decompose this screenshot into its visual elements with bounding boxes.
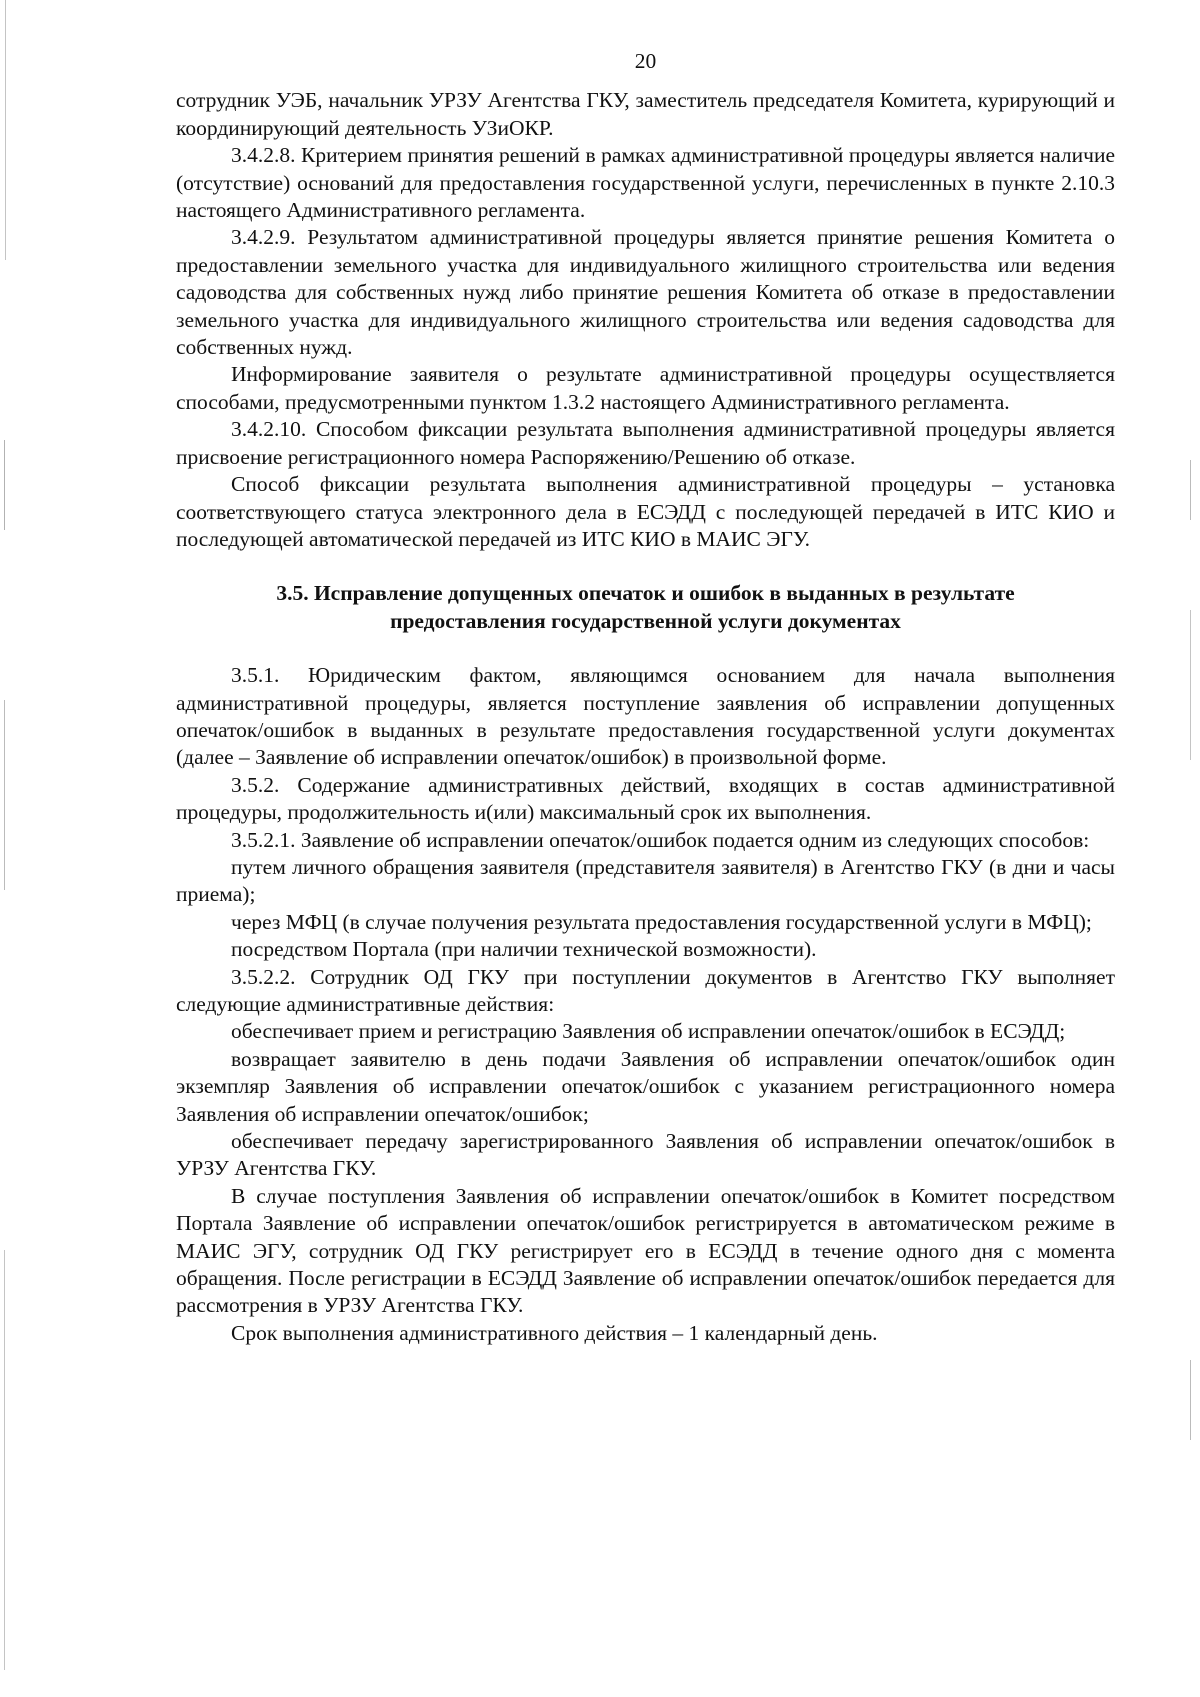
scan-edge-mark-left-bottom (4, 1250, 5, 1670)
paragraph-action-registration: обеспечивает прием и регистрацию Заявления об исправлении опечаток/ошибок в ЕСЭДД; (231, 1019, 1066, 1044)
paragraph-3-5-2-1: 3.5.2.1. Заявление об исправлении опечаток/ошибок подается одним из следующих способов: (231, 827, 1090, 852)
paragraph-informing: Информирование заявителя о результате административной процедуры осуществляется способами, предусмотренными пунктом 1.3.2 настоящего Административного регламента. (176, 362, 1115, 414)
paragraph-fixation-method: Способ фиксации результата выполнения административной процедуры – установка соответствующего статуса электронного дела в ЕСЭДД с последующей передачей в ИТС КИО и последующей автоматической передачей из ИТС КИО в МАИС ЭГУ. (176, 472, 1115, 551)
paragraph-3-4-2-9: 3.4.2.9. Результатом административной процедуры является принятие решения Комитета о предоставлении земельного участка для индивидуального жилищного строительства или ведения садоводства для собственных нужд либо принятие решения Комитета об отказе в предоставлении земельного участка для индивидуального жилищного строительства или ведения садоводства для собственных нужд. (176, 225, 1115, 360)
scan-edge-mark-left-lower (4, 700, 5, 890)
paragraph-method-portal: посредством Портала (при наличии технической возможности). (231, 937, 817, 962)
paragraph-method-personal: путем личного обращения заявителя (представителя заявителя) в Агентство ГКУ (в дни и часы приема); (176, 854, 1115, 907)
document-page (176, 48, 1115, 1347)
paragraph-action-transfer: обеспечивает передачу зарегистрированного Заявления об исправлении опечаток/ошибок в УРЗУ Агентства ГКУ. (176, 1129, 1115, 1181)
page-number: 20 (634, 49, 657, 73)
section-heading-line-2: предоставления государственной услуги документах (390, 608, 901, 633)
scan-edge-mark-left-top (5, 0, 6, 260)
paragraph-3-5-2: 3.5.2. Содержание административных действий, входящих в состав административной процедуры, продолжительность и(или) максимальный срок их выполнения. (176, 772, 1115, 825)
paragraph-method-mfc: через МФЦ (в случае получения результата предоставления государственной услуги в МФЦ); (231, 909, 1092, 934)
paragraph-deadline: Срок выполнения административного действия – 1 календарный день. (231, 1320, 878, 1345)
paragraph-action-return-copy: возвращает заявителю в день подачи Заявления об исправлении опечаток/ошибок один экземпляр Заявления об исправлении опечаток/ошибок с указанием регистрационного номера Заявления об исправлении опечаток/ошибок; (176, 1046, 1115, 1126)
section-heading-3-5 (176, 580, 1115, 635)
scan-edge-mark-right-2 (1190, 610, 1191, 760)
scan-edge-mark-left-mid (4, 440, 5, 530)
paragraph-3-4-2-8: 3.4.2.8. Критерием принятия решений в рамках административной процедуры является наличие (отсутствие) оснований для предоставления государственной услуги, перечисленных в пункте 2.10.3 настоящего Административного регламента. (176, 143, 1115, 223)
paragraph-continuation: сотрудник УЭБ, начальник УРЗУ Агентства ГКУ, заместитель председателя Комитета, курирующий и координирующий деятельность УЗиОКР. (176, 88, 1115, 140)
paragraph-3-5-2-2: 3.5.2.2. Сотрудник ОД ГКУ при поступлении документов в Агентство ГКУ выполняет следующие административные действия: (176, 964, 1115, 1016)
section-heading-line-1: 3.5. Исправление допущенных опечаток и ошибок в выданных в результате (276, 581, 1015, 606)
paragraph-3-4-2-10: 3.4.2.10. Способом фиксации результата выполнения административной процедуры является присвоение регистрационного номера Распоряжению/Решению об отказе. (176, 417, 1115, 469)
scan-edge-mark-right-3 (1190, 1360, 1191, 1440)
body-text-part-2 (176, 662, 1115, 1347)
paragraph-portal-case: В случае поступления Заявления об исправлении опечаток/ошибок в Комитет посредством Портала Заявление об исправлении опечаток/ошибок регистрируется в автоматическом режиме в МАИС ЭГУ, сотрудник ОД ГКУ регистрирует его в ЕСЭДД в течение одного дня с момента обращения. После регистрации в ЕСЭДД Заявление об исправлении опечаток/ошибок передается для рассмотрения в УРЗУ Агентства ГКУ. (176, 1183, 1115, 1318)
body-text-part-1 (176, 87, 1115, 553)
paragraph-3-5-1: 3.5.1. Юридическим фактом, являющимся основанием для начала выполнения административной процедуры, является поступление заявления об исправлении допущенных опечаток/ошибок в выданных в результате предоставления государственной услуги документах (далее – Заявление об исправлении опечаток/ошибок) в произвольной форме. (176, 663, 1115, 770)
scan-edge-mark-right-1 (1190, 460, 1191, 520)
